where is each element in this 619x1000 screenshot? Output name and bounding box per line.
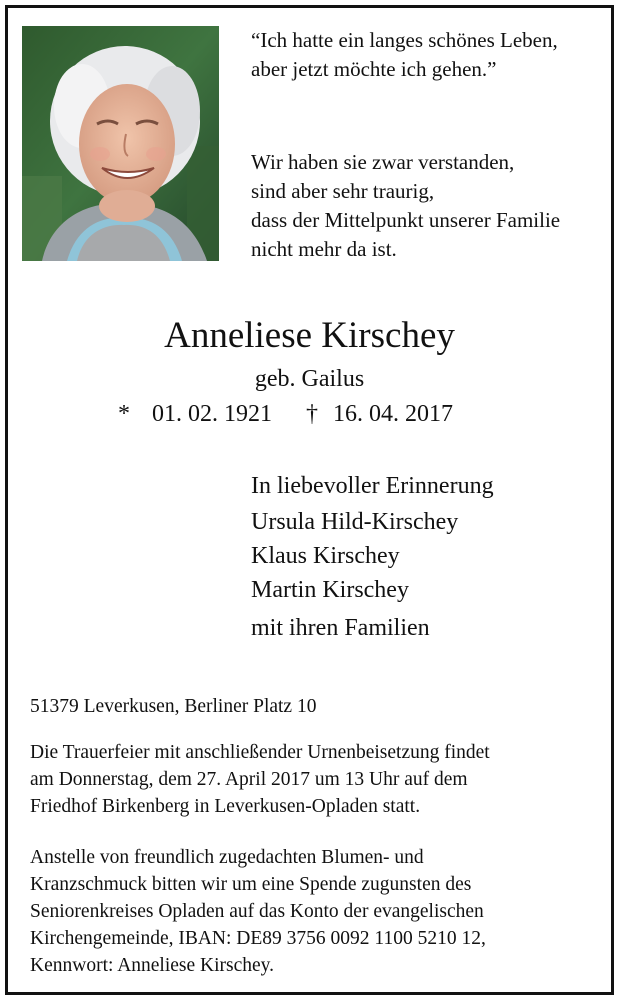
quote-line: “Ich hatte ein langes schönes Leben, [251,28,558,52]
family-address: 51379 Leverkusen, Berliner Platz 10 [30,696,317,717]
cross-icon: † [306,401,318,427]
quote-line: aber jetzt möchte ich gehen.” [251,57,497,81]
donation-line: Seniorenkreises Opladen auf das Konto der evangelischen [30,901,484,922]
maiden-name: geb. Gailus [254,366,365,392]
birth-symbol: * [118,401,130,427]
death-date: 16. 04. 2017 [333,401,453,427]
life-dates [118,398,453,430]
verse-line: dass der Mittelpunkt unserer Familie [251,208,561,232]
mourner-name: Klaus Kirschey [251,543,400,569]
ceremony-info [30,739,490,820]
verse-line: nicht mehr da ist. [251,237,397,261]
quote-block [251,26,558,84]
portrait-photo [22,26,219,261]
verse-line: sind aber sehr traurig, [251,179,435,203]
donation-line: Kranzschmuck bitten wir um eine Spende zugunsten des [30,874,472,895]
mourners-closing: mit ihren Familien [251,615,430,641]
deceased-name: Anneliese Kirschey [164,315,455,356]
verse-block [251,148,560,264]
ceremony-line: Friedhof Birkenberg in Leverkusen-Opladen statt. [30,796,421,817]
mourner-name: Ursula Hild-Kirschey [251,509,459,535]
mourner-name: Martin Kirschey [251,577,409,603]
mourners-intro: In liebevoller Erinnerung [251,473,494,499]
donation-line: Anstelle von freundlich zugedachten Blumen- und [30,847,424,868]
donation-info [30,844,486,979]
donation-line: Kirchengemeinde, IBAN: DE89 3756 0092 1100 5210 12, [30,928,486,949]
donation-line: Kennwort: Anneliese Kirschey. [30,955,275,976]
mourners-block [251,469,494,645]
verse-line: Wir haben sie zwar verstanden, [251,150,515,174]
ceremony-line: Die Trauerfeier mit anschließender Urnenbeisetzung findet [30,742,490,763]
ceremony-line: am Donnerstag, dem 27. April 2017 um 13 Uhr auf dem [30,769,468,790]
birth-date: 01. 02. 1921 [152,401,272,427]
